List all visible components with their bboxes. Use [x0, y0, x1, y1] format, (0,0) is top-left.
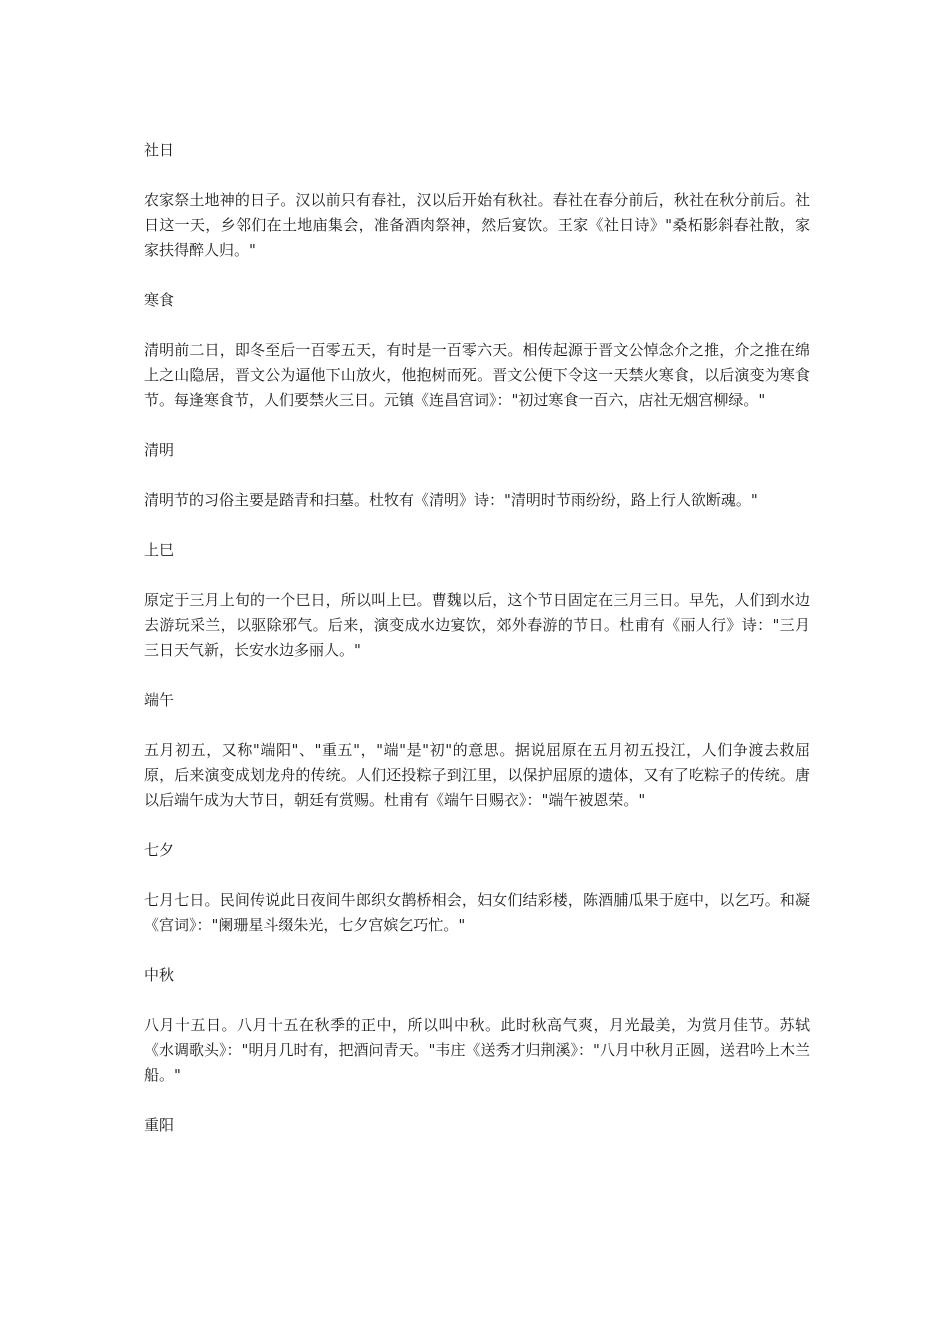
section-title-zhongqiu: 中秋 [144, 966, 175, 984]
section-title-hanshi: 寒食 [144, 291, 175, 309]
section-title-shangsi: 上巳 [144, 541, 175, 559]
section-title-duanwu: 端午 [144, 691, 175, 709]
section-title-sheri: 社日 [144, 141, 175, 159]
section-body-shangsi: 原定于三月上旬的一个巳日，所以叫上巳。曹魏以后，这个节日固定在三月三日。早先，人们到水边去游玩采兰，以驱除邪气。后来，演变成水边宴饮，郊外春游的节日。杜甫有《丽人行》诗："三月三日天气新，长安水边多丽人。" [144, 591, 810, 659]
section-title-chongyang: 重阳 [144, 1116, 175, 1134]
section-body-qingming: 清明节的习俗主要是踏青和扫墓。杜牧有《清明》诗："清明时节雨纷纷，路上行人欲断魂。" [144, 491, 758, 509]
section-body-qixi: 七月七日。民间传说此日夜间牛郎织女鹊桥相会，妇女们结彩楼，陈酒脯瓜果于庭中，以乞巧。和凝《宫词》："阑珊星斗缀朱光，七夕宫嫔乞巧忙。" [144, 891, 810, 934]
section-body-sheri: 农家祭土地神的日子。汉以前只有春社，汉以后开始有秋社。春社在春分前后，秋社在秋分前后。社日这一天，乡邻们在土地庙集会，准备酒肉祭神，然后宴饮。王家《社日诗》"桑柘影斜春社散，家家扶得醉人归。" [144, 191, 810, 259]
section-body-duanwu: 五月初五，又称"端阳"、"重五"，"端"是"初"的意思。据说屈原在五月初五投江，人们争渡去救屈原，后来演变成划龙舟的传统。人们还投粽子到江里，以保护屈原的遗体，又有了吃粽子的传统。唐以后端午成为大节日，朝廷有赏赐。杜甫有《端午日赐衣》："端午被恩荣。" [144, 741, 810, 809]
section-title-qixi: 七夕 [144, 841, 175, 859]
section-body-hanshi: 清明前二日，即冬至后一百零五天，有时是一百零六天。相传起源于晋文公悼念介之推，介之推在绵上之山隐居，晋文公为逼他下山放火，他抱树而死。晋文公便下令这一天禁火寒食，以后演变为寒食节。每逢寒食节，人们要禁火三日。元镇《连昌宫词》："初过寒食一百六，店社无烟宫柳绿。" [144, 341, 810, 409]
section-title-qingming: 清明 [144, 441, 175, 459]
section-body-zhongqiu: 八月十五日。八月十五在秋季的正中，所以叫中秋。此时秋高气爽，月光最美，为赏月佳节。苏轼《水调歌头》："明月几时有，把酒问青天。"韦庄《送秀才归荆溪》："八月中秋月正圆，送君吟上木兰船。" [144, 1016, 810, 1084]
document-content [144, 138, 810, 1163]
